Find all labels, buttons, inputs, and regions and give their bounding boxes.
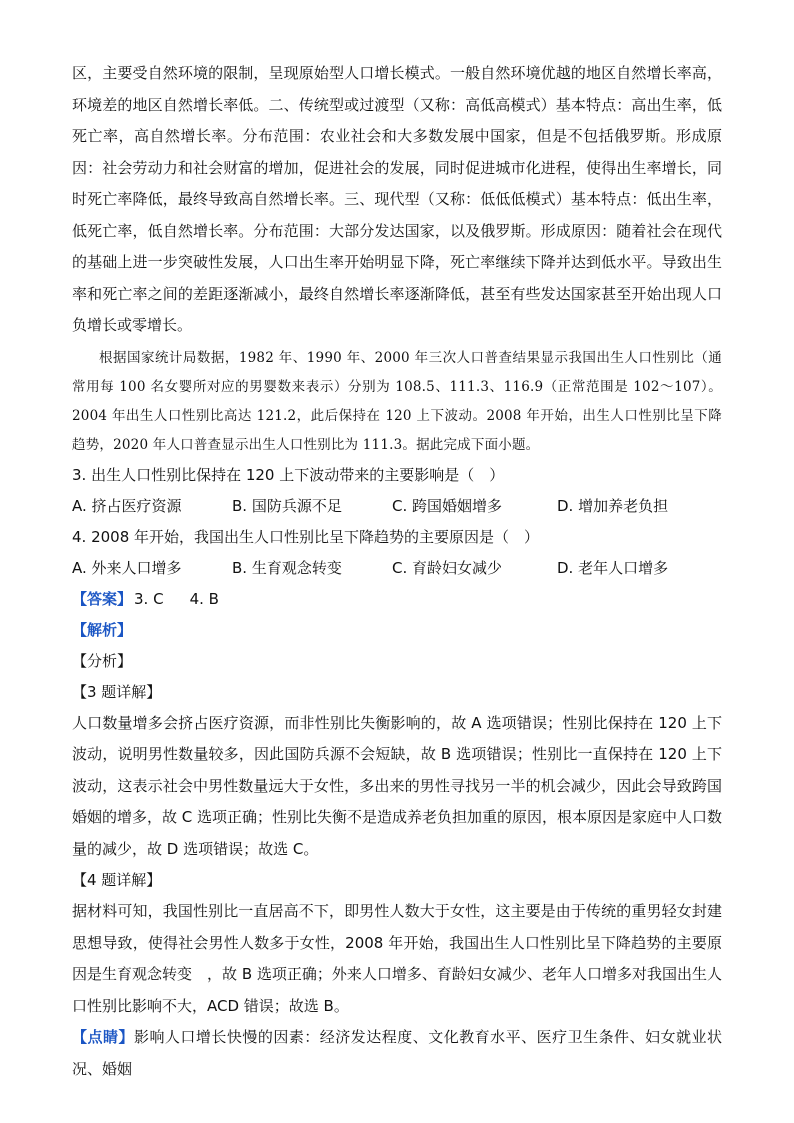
answer-tag: 【答案】 [72,589,133,608]
dianjing-tag: 【点睛】 [72,1028,134,1046]
dianjing-line [72,1022,722,1085]
detail-4-tag: 【4 题详解】 [72,871,162,889]
question-3-options [72,491,722,522]
question-4-stem: 4. 2008 年开始，我国出生人口性别比呈下降趋势的主要原因是（ ） [72,527,540,546]
fenxi-line [72,646,722,677]
detail-4-text: 据材料可知，我国性别比一直居高不下，即男性人数大于女性，这主要是由于传统的重男轻女封建思想导致，使得社会男性人数多于女性，2008 年开始，我国出生人口性别比呈下降趋势的主要原因是生育观念转变 ，故 B 选项正确；外来人口增多、育龄妇女减少、老年人口增多对我国出生人口性别比影响不大，ACD 错误；故选 B。 [72,902,722,1015]
q3-option-a: A. 挤占医疗资源 [72,496,182,515]
q4-option-a: A. 外来人口增多 [72,558,182,577]
analysis-tag: 【解析】 [72,620,133,639]
detail-3-heading [72,677,722,708]
q3-option-b: B. 国防兵源不足 [232,496,342,515]
question-4-options [72,553,722,584]
q3-option-d: D. 增加养老负担 [557,496,669,515]
fenxi-tag: 【分析】 [72,651,133,670]
detail-3-text: 人口数量增多会挤占医疗资源，而非性别比失衡影响的，故 A 选项错误；性别比保持在 120 上下波动，说明男性数量较多，因此国防兵源不会短缺，故 B 选项错误；性别比一直保持在 120 上下波动，这表示社会中男性数量远大于女性，多出来的男性寻找另一半的机会减少，因此会导致跨国婚姻的增多，故 C 选项正确；性别比失衡不是造成养老负担加重的原因，根本原因是家庭中人口数量的减少，故 D 选项错误；故选 C。 [72,713,723,858]
question-3-stem: 3. 出生人口性别比保持在 120 上下波动带来的主要影响是（ ） [72,465,505,484]
document-page [72,58,722,1085]
q4-option-b: B. 生育观念转变 [232,558,342,577]
question-material: 根据国家统计局数据，1982 年、1990 年、2000 年三次人口普查结果显示我国出生人口性别比（通常用每 100 名女婴所对应的男婴数来表示）分别为 108.5、111.3、116.9（正常范围是 102～107）。2004 年出生人口性别比高达 121.2，此后保持在 120 上下波动。2008 年开始，出生人口性别比呈下降趋势，2020 年人口普查显示出生人口性别比为 111.3。据此完成下面小题。 [72,349,722,453]
q4-option-d: D. 老年人口增多 [557,558,669,577]
q3-option-c: C. 跨国婚姻增多 [392,496,503,515]
answer-4: 4. B [189,589,219,608]
answer-3: 3. C [134,589,164,608]
intro-paragraph: 区，主要受自然环境的限制，呈现原始型人口增长模式。一般自然环境优越的地区自然增长率高，环境差的地区自然增长率低。二、传统型或过渡型（又称：高低高模式）基本特点：高出生率，低死亡率，高自然增长率。分布范围：农业社会和大多数发展中国家，但是不包括俄罗斯。形成原因：社会劳动力和社会财富的增加，促进社会的发展，同时促进城市化进程，使得出生率增长，同时死亡率降低，最终导致高自然增长率。三、现代型（又称：低低低模式）基本特点：低出生率，低死亡率，低自然增长率。分布范围：大部分发达国家，以及俄罗斯。形成原因：随着社会在现代的基础上进一步突破性发展，人口出生率开始明显下降，死亡率继续下降并达到低水平。导致出生率和死亡率之间的差距逐渐减小，最终自然增长率逐渐降低，甚至有些发达国家甚至开始出现人口负增长或零增长。 [72,64,722,334]
analysis-line [72,615,722,646]
detail-3-tag: 【3 题详解】 [72,682,162,701]
detail-4-heading [72,865,722,896]
q4-option-c: C. 育龄妇女减少 [392,558,503,577]
answer-line [72,584,722,615]
dianjing-text: 影响人口增长快慢的因素：经济发达程度、文化教育水平、医疗卫生条件、妇女就业状况、婚姻 [72,1028,722,1078]
